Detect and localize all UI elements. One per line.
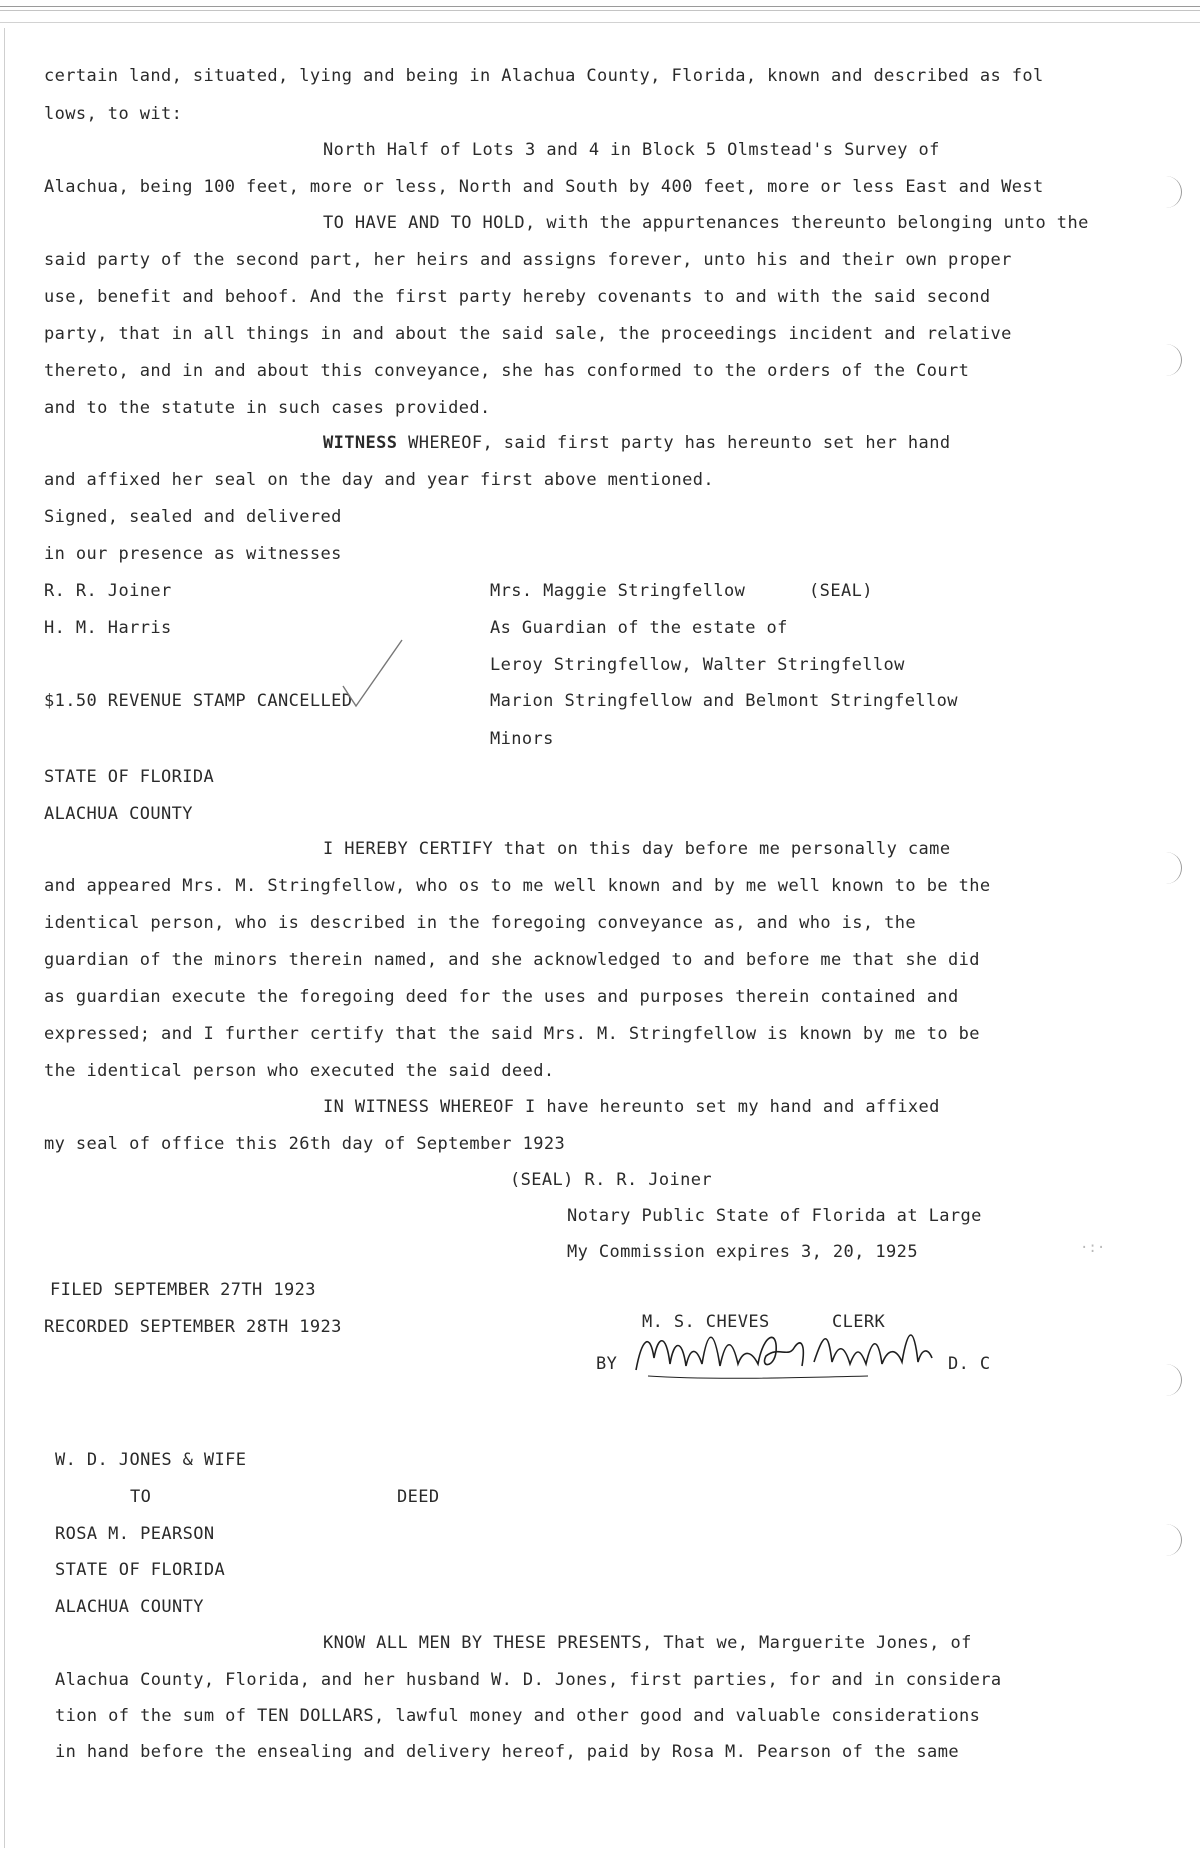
- venue-county: ALACHUA COUNTY: [44, 804, 193, 824]
- revenue-stamp-note: $1.50 REVENUE STAMP CANCELLED: [44, 691, 353, 711]
- witness-lead: WITNESS: [323, 433, 398, 453]
- property-description: North Half of Lots 3 and 4 in Block 5 Olmstead's Survey of: [323, 140, 940, 160]
- text-line: said party of the second part, her heirs and assigns forever, unto his and their own proper: [44, 250, 1012, 270]
- certificate-line: the identical person who executed the said deed.: [44, 1061, 555, 1081]
- text-line: thereto, and in and about this conveyance, she has conformed to the orders of the Court: [44, 361, 970, 381]
- punch-hole-mark: [1157, 1364, 1182, 1396]
- witness-clause: [323, 433, 950, 453]
- grantor-capacity-line: As Guardian of the estate of: [490, 618, 788, 638]
- witness-name: H. M. Harris: [44, 618, 172, 638]
- text-line: and affixed her seal on the day and year first above mentioned.: [44, 470, 714, 490]
- grantor-capacity-line: Marion Stringfellow and Belmont Stringfellow: [490, 691, 958, 711]
- punch-hole-mark: [1157, 176, 1182, 208]
- grantor-capacity-line: Leroy Stringfellow, Walter Stringfellow: [490, 655, 905, 675]
- deed-grantor: W. D. JONES & WIFE: [55, 1450, 247, 1470]
- punch-hole-mark: [1157, 852, 1182, 884]
- clerk-title: CLERK: [832, 1312, 886, 1332]
- deed-grantee: ROSA M. PEARSON: [55, 1524, 215, 1544]
- recorded-date: RECORDED SEPTEMBER 28TH 1923: [44, 1317, 342, 1337]
- grantor-signature-line: Mrs. Maggie Stringfellow (SEAL): [490, 581, 873, 601]
- habendum-clause: TO HAVE AND TO HOLD, with the appurtenances thereunto belonging unto the: [323, 213, 1089, 233]
- top-rule-secondary: [0, 10, 1200, 11]
- clerk-name: M. S. CHEVES: [642, 1312, 770, 1332]
- notary-commission: My Commission expires 3, 20, 1925: [567, 1242, 918, 1262]
- deputy-clerk-label: D. C: [948, 1354, 991, 1374]
- certificate-line: expressed; and I further certify that the said Mrs. M. Stringfellow is known by me to be: [44, 1024, 980, 1044]
- punch-hole-mark: [1157, 1524, 1182, 1556]
- grantor-capacity-line: Minors: [490, 729, 554, 749]
- text-line: party, that in all things in and about the said sale, the proceedings incident and relative: [44, 324, 1012, 344]
- certificate-line: IN WITNESS WHEREOF I have hereunto set my hand and affixed: [323, 1097, 940, 1117]
- text-line: lows, to wit:: [44, 104, 183, 124]
- witness-name: R. R. Joiner: [44, 581, 172, 601]
- notary-seal-line: (SEAL) R. R. Joiner: [510, 1170, 713, 1190]
- notary-title: Notary Public State of Florida at Large: [567, 1206, 982, 1226]
- by-label: BY: [596, 1354, 618, 1374]
- deed-type: DEED: [397, 1487, 440, 1507]
- handwritten-signature-image: [628, 1318, 938, 1388]
- deed-text-line: KNOW ALL MEN BY THESE PRESENTS, That we, Marguerite Jones, of: [323, 1633, 972, 1653]
- certificate-line: identical person, who is described in the foregoing conveyance as, and who is, the: [44, 913, 917, 933]
- top-rule-faint: [0, 22, 1200, 23]
- certificate-line: my seal of office this 26th day of September 1923: [44, 1134, 566, 1154]
- top-rule: [0, 6, 1200, 7]
- certificate-line: guardian of the minors therein named, and she acknowledged to and before me that she did: [44, 950, 980, 970]
- certificate-line: as guardian execute the foregoing deed for the uses and purposes therein contained and: [44, 987, 959, 1007]
- deed-to: TO: [130, 1487, 152, 1507]
- witness-rest: WHEREOF, said first party has hereunto set her hand: [397, 433, 951, 453]
- deed-text-line: in hand before the ensealing and delivery hereof, paid by Rosa M. Pearson of the same: [55, 1742, 959, 1762]
- signed-sealed-line: Signed, sealed and delivered: [44, 507, 342, 527]
- venue-state: STATE OF FLORIDA: [44, 767, 215, 787]
- deed-text-line: tion of the sum of TEN DOLLARS, lawful money and other good and valuable considerations: [55, 1706, 981, 1726]
- text-line: use, benefit and behoof. And the first party hereby covenants to and with the said second: [44, 287, 991, 307]
- left-page-edge: [4, 28, 5, 1848]
- checkmark-icon: [340, 636, 410, 710]
- text-line: Alachua, being 100 feet, more or less, North and South by 400 feet, more or less East and West: [44, 177, 1044, 197]
- ink-smudge-mark: ·:·: [1080, 1240, 1106, 1256]
- deed-text-line: Alachua County, Florida, and her husband W. D. Jones, first parties, for and in considera: [55, 1670, 1002, 1690]
- punch-hole-mark: [1157, 344, 1182, 376]
- venue-county: ALACHUA COUNTY: [55, 1597, 204, 1617]
- text-line: and to the statute in such cases provided.: [44, 398, 491, 418]
- filed-date: FILED SEPTEMBER 27TH 1923: [50, 1280, 316, 1300]
- certificate-line: and appeared Mrs. M. Stringfellow, who os to me well known and by me well known to be the: [44, 876, 991, 896]
- text-line: certain land, situated, lying and being in Alachua County, Florida, known and described as fol: [44, 66, 1044, 86]
- venue-state: STATE OF FLORIDA: [55, 1560, 226, 1580]
- signed-sealed-line: in our presence as witnesses: [44, 544, 342, 564]
- certificate-line: I HEREBY CERTIFY that on this day before me personally came: [323, 839, 951, 859]
